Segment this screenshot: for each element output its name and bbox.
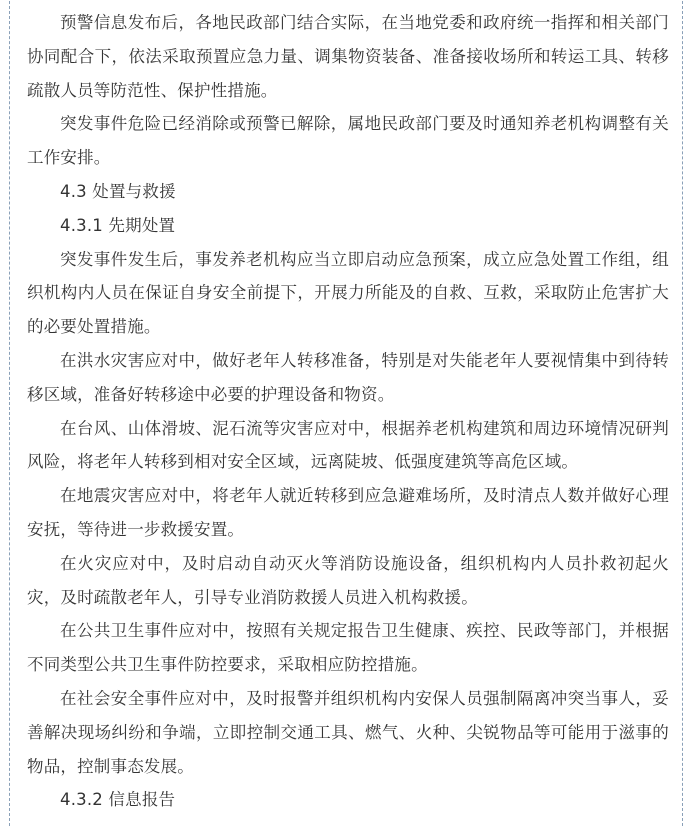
paragraph-initial-response: 突发事件发生后，事发养老机构应当立即启动应急预案，成立应急处置工作组，组织机构内人员在保证自身安全前提下，开展力所能及的自救、互救，采取防止危害扩大的必要处置措施。 (27, 249, 669, 337)
paragraph-warning-lifted: 突发事件危险已经消除或预警已解除，属地民政部门要及时通知养老机构调整有关工作安排。 (27, 114, 669, 168)
paragraph-social-security-response: 在社会安全事件应对中，及时报警并组织机构内安保人员强制隔离冲突当事人，妥善解决现场纠纷和争端，立即控制交通工具、燃气、火种、尖锐物品等可能用于滋事的物品，控制事态发展。 (27, 688, 669, 776)
paragraph-public-health-response: 在公共卫生事件应对中，按照有关规定报告卫生健康、疾控、民政等部门，并根据不同类型公共卫生事件防控要求，采取相应防控措施。 (27, 621, 669, 675)
document-body (27, 6, 669, 817)
paragraph-warning-measures: 预警信息发布后，各地民政部门结合实际，在当地党委和政府统一指挥和相关部门协同配合下，依法采取预置应急力量、调集物资装备、准备接收场所和转运工具、转移疏散人员等防范性、保护性措施。 (27, 13, 669, 100)
paragraph-fire-response: 在火灾应对中，及时启动自动灭火等消防设施设备，组织机构内人员扑救初起火灾，及时疏散老年人，引导专业消防救援人员进入机构救援。 (27, 553, 669, 607)
section-heading-4-3-1: 4.3.1 先期处置 (60, 215, 176, 235)
paragraph-typhoon-landslide-response: 在台风、山体滑坡、泥石流等灾害应对中，根据养老机构建筑和周边环境情况研判风险，将老年人转移到相对安全区域，远离陡坡、低强度建筑等高危区域。 (27, 418, 669, 472)
section-heading-4-3-2: 4.3.2 信息报告 (60, 790, 176, 810)
paragraph-flood-response: 在洪水灾害应对中，做好老年人转移准备，特别是对失能老年人要视情集中到待转移区域，准备好转移途中必要的护理设备和物资。 (27, 350, 669, 404)
section-heading-4-3: 4.3 处置与救援 (60, 181, 176, 201)
paragraph-earthquake-response: 在地震灾害应对中，将老年人就近转移到应急避难场所，及时清点人数并做好心理安抚，等待进一步救援安置。 (27, 486, 669, 539)
